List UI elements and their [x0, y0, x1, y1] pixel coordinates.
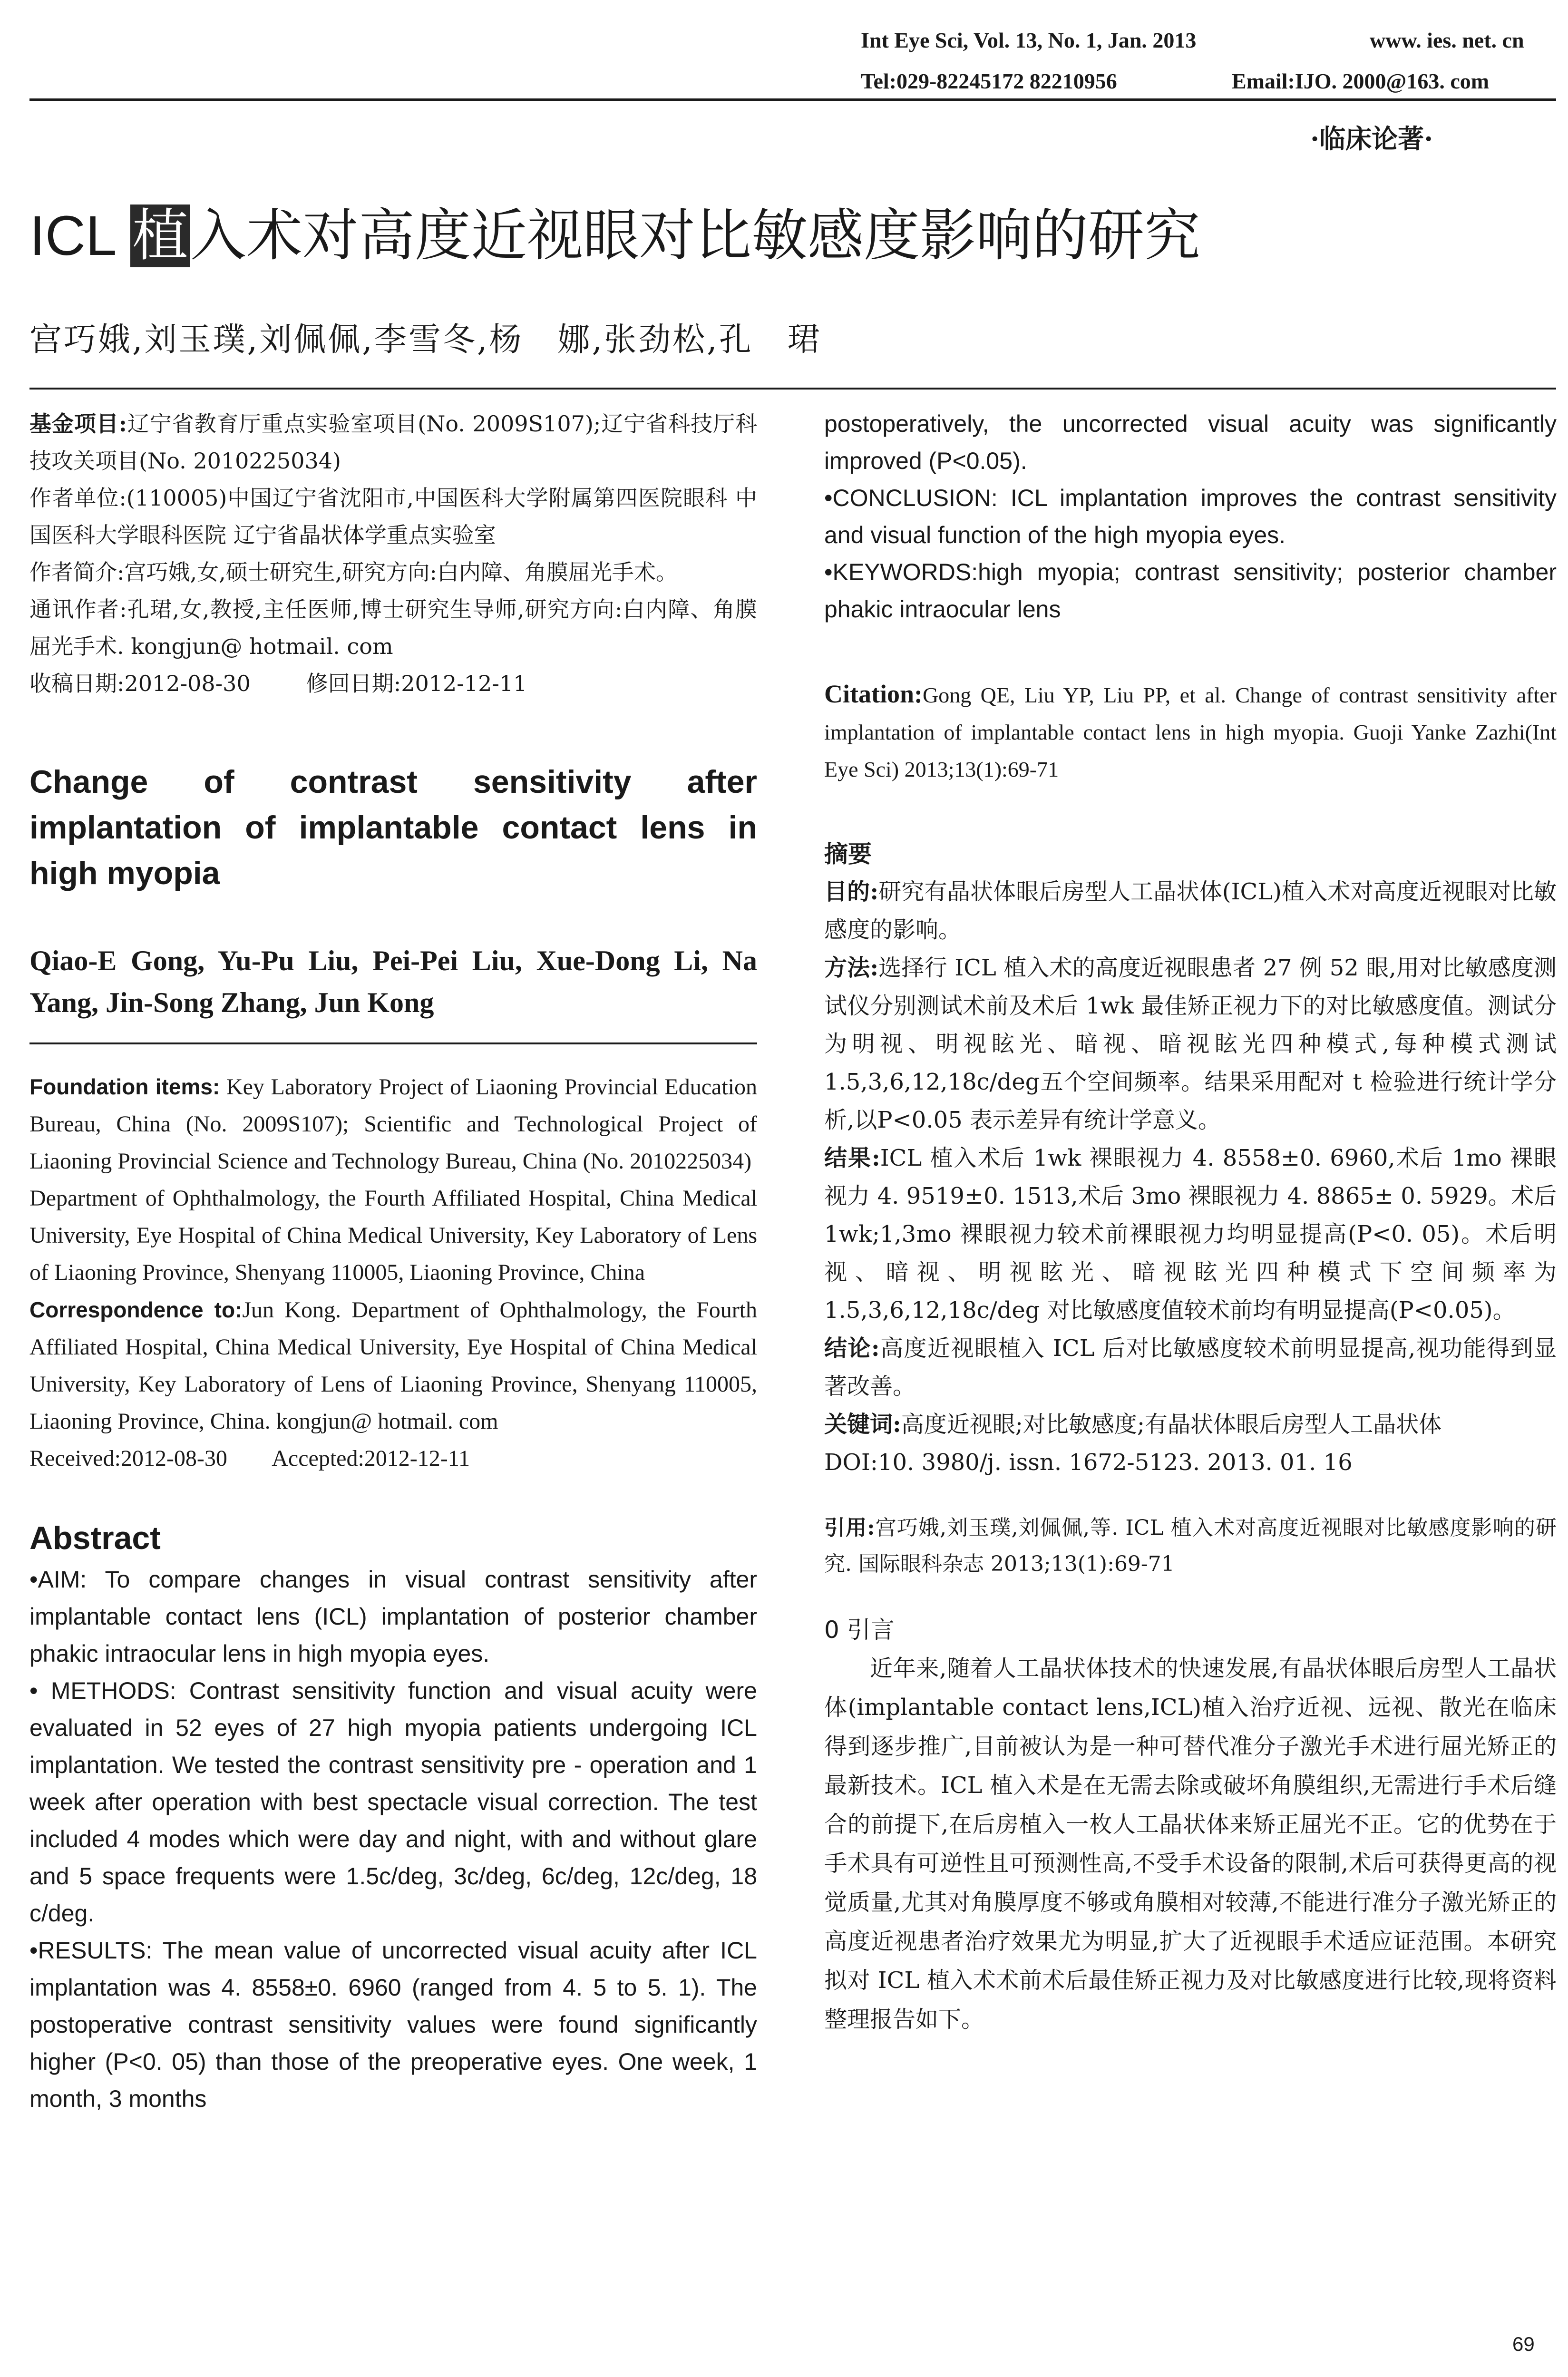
title-part-2: 入术对高度近视眼对比敏感度影响的研究	[190, 203, 1201, 268]
bio-label: 作者简介:	[29, 559, 125, 585]
title-highlight: 植	[130, 205, 190, 267]
bio-item	[29, 554, 757, 591]
cn-conclusion-text: 高度近视眼植入 ICL 后对比敏感度较术前明显提高,视功能得到显著改善。	[824, 1335, 1557, 1400]
corr-text: 孔珺,女,教授,主任医师,博士研究生导师,研究方向:白内障、角膜屈光手术. kongjun@ hotmail. com	[29, 596, 758, 659]
intro-heading: 0 引言	[824, 1616, 895, 1644]
department-item: Department of Ophthalmology, the Fourth Affiliated Hospital, China Medical University, Eye Hospital of China Medical University, Key Laboratory of Lens of Liaoning Province, Shenyang 110005, Liaoning Province, China	[29, 1186, 757, 1285]
page-number: 69	[1512, 2333, 1535, 2355]
cn-keywords-label: 关键词:	[824, 1411, 901, 1438]
cn-citation-block	[824, 1510, 1557, 1582]
fund-label: 基金项目:	[29, 411, 127, 437]
cn-doi[interactable]: DOI:10. 3980/j. issn. 1672-5123. 2013. 01. 16	[824, 1449, 1353, 1476]
foundation-label: Foundation items:	[29, 1074, 220, 1099]
accepted-en: Accepted:2012-12-11	[272, 1446, 470, 1471]
right-column	[824, 405, 1557, 2039]
unit-item	[29, 479, 757, 554]
results-text: The mean value of uncorrected visual acuity after ICL implantation was 4. 8558±0. 6960 (ranged from 4. 5 to 5. 1). The postoperative contrast sensitivity values were found significantly higher (P<0. 05) than those of the preoperative eyes. One week, 1 month, 3 months	[29, 1937, 757, 2112]
bio-text: 宫巧娥,女,硕士研究生,研究方向:白内障、角膜屈光手术。	[124, 559, 678, 585]
abstract-heading: Abstract	[29, 1520, 161, 1556]
cn-citation-text: 宫巧娥,刘玉璞,刘佩佩,等. ICL 植入术对高度近视眼对比敏感度影响的研究. 国际眼科杂志 2013;13(1):69-71	[824, 1516, 1557, 1576]
en-authors-rule	[29, 1042, 757, 1044]
cn-conclusion-label: 结论:	[824, 1335, 880, 1362]
corr-label: 通讯作者:	[29, 596, 127, 622]
section-label: ·临床论著·	[1310, 123, 1433, 154]
intro-text: 近年来,随着人工晶状体技术的快速发展,有晶状体眼后房型人工晶状体(implantable contact lens,ICL)植入治疗近视、远视、散光在临床得到逐步推广,目前被认为是一种可替代准分子激光手术进行屈光矫正的最新技术。ICL 植入术是在无需去除或破坏角膜组织,无需进行手术后缝合的前提下,在后房植入一枚人工晶状体来矫正屈光不正。它的优势在于手术具有可逆性且可预测性高,不受手术设备的限制,术后可获得更高的视觉质量,尤其对角膜厚度不够或角膜相对较薄,不能进行准分子激光矫正的高度近视患者治疗效果尤为明显,扩大了近视眼手术适应证范围。本研究拟对 ICL 植入术术前术后最佳矫正视力及对比敏感度进行比较,现将资料整理报告如下。	[824, 1655, 1557, 2033]
conclusion-label: •CONCLUSION:	[824, 485, 998, 511]
cn-citation-label: 引用:	[824, 1516, 875, 1540]
cn-aim	[824, 873, 1557, 949]
cn-methods	[824, 949, 1557, 1139]
abstract-right	[824, 405, 1557, 628]
keywords-label: •KEYWORDS:	[824, 559, 978, 585]
abstract-keywords	[824, 554, 1557, 628]
header-rule	[29, 98, 1556, 101]
cn-meta-block	[29, 405, 757, 702]
aim-label: •AIM:	[29, 1566, 87, 1593]
journal-website[interactable]: www. ies. net. cn	[1370, 28, 1524, 52]
authors-rule	[29, 388, 1556, 390]
keywords-text: high myopia; contrast sensitivity; posterior chamber phakic intraocular lens	[824, 559, 1557, 623]
methods-label: • METHODS:	[29, 1677, 176, 1704]
authors-cn: 宫巧娥,刘玉璞,刘佩佩,李雪冬,杨 娜,张劲松,孔 珺	[29, 321, 822, 359]
abstract-left	[29, 1561, 757, 2117]
correspondence-label: Correspondence to:	[29, 1297, 243, 1322]
cn-conclusion	[824, 1329, 1557, 1405]
conclusion-text: ICL implantation improves the contrast sensitivity and visual function of the high myopia eyes.	[824, 485, 1557, 548]
correspondence-text: Jun Kong. Department of Ophthalmology, the Fourth Affiliated Hospital, China Medical University, Eye Hospital of China Medical University, Key Laboratory of Lens of Liaoning Province, Shenyang 110005, Liaoning Province, China. kongjun@ hotmail. com	[29, 1297, 758, 1434]
en-title: Change of contrast sensitivity after implantation of implantable contact lens in high myopia	[29, 764, 757, 891]
cn-aim-text: 研究有晶状体眼后房型人工晶状体(ICL)植入术对高度近视眼对比敏感度的影响。	[824, 878, 1557, 943]
abstract-aim	[29, 1561, 757, 1672]
citation-label: Citation:	[824, 680, 923, 708]
cn-aim-label: 目的:	[824, 878, 879, 905]
title-part-1: ICL	[29, 205, 131, 267]
abstract-methods	[29, 1672, 757, 1932]
cn-results	[824, 1139, 1557, 1329]
foundation-text: Key Laboratory Project of Liaoning Provincial Education Bureau, China (No. 2009S107); Scientific and Technological Project of Liaoning Provincial Science and Technology Bureau, China (No. 2010225034)	[29, 1074, 758, 1174]
journal-email[interactable]: Email:IJO. 2000@163. com	[1232, 69, 1490, 93]
abstract-results	[29, 1932, 757, 2117]
corr-item	[29, 591, 757, 665]
fund-item	[29, 405, 757, 479]
unit-label: 作者单位:	[29, 485, 127, 511]
abstract-conclusion	[824, 479, 1557, 554]
cn-methods-text: 选择行 ICL 植入术的高度近视眼患者 27 例 52 眼,用对比敏感度测试仪分别测试术前及术后 1wk 最佳矫正视力下的对比敏感度值。测试分为明视、明视眩光、暗视、暗视眩光四种模式,每种模式测试 1.5,3,6,12,18c/deg五个空间频率。结果采用配对 t 检验进行统计学分析,以P<0.05 表示差异有统计学意义。	[824, 955, 1557, 1133]
cn-abstract-body	[824, 873, 1557, 1481]
fund-text: 辽宁省教育厅重点实验室项目(No. 2009S107);辽宁省科技厅科技攻关项目(No. 2010225034)	[29, 411, 757, 474]
page-title	[29, 200, 1200, 272]
citation-block	[824, 675, 1557, 788]
methods-text: Contrast sensitivity function and visual acuity were evaluated in 52 eyes of 27 high myopia patients undergoing ICL implantation. We tested the contrast sensitivity pre - operation and 1 week after operation with best spectacle visual correction. The test included 4 modes which were day and night, with and without glare and 5 space frequents were 1.5c/deg, 3c/deg, 6c/deg, 12c/deg, 18 c/deg.	[29, 1677, 757, 1927]
en-authors: Qiao-E Gong, Yu-Pu Liu, Pei-Pei Liu, Xue-Dong Li, Na Yang, Jin-Song Zhang, Jun Kong	[29, 945, 757, 1018]
correspondence-item	[29, 1291, 757, 1440]
cn-keywords-text: 高度近视眼;对比敏感度;有晶状体眼后房型人工晶状体	[901, 1411, 1442, 1438]
unit-text: (110005)中国辽宁省沈阳市,中国医科大学附属第四医院眼科 中国医科大学眼科医院 辽宁省晶状体学重点实验室	[29, 485, 757, 548]
left-column	[29, 405, 757, 2117]
dates-cn	[29, 665, 757, 702]
cn-results-label: 结果:	[824, 1145, 880, 1171]
aim-text: To compare changes in visual contrast sensitivity after implantable contact lens (ICL) implantation of posterior chamber phakic intraocular lens in high myopia eyes.	[29, 1566, 757, 1667]
dates-en	[29, 1440, 757, 1477]
en-meta-block	[29, 1068, 757, 1477]
journal-tel: Tel:029-82245172 82210956	[861, 69, 1117, 93]
cn-abstract-heading: 摘要	[824, 840, 872, 868]
journal-line: Int Eye Sci, Vol. 13, No. 1, Jan. 2013	[861, 28, 1197, 52]
revised-cn: 修回日期:2012-12-11	[306, 671, 527, 696]
cn-keywords	[824, 1405, 1557, 1443]
results-label: •RESULTS:	[29, 1937, 153, 1964]
abstract-results-cont: postoperatively, the uncorrected visual acuity was significantly improved (P<0.05).	[824, 410, 1557, 474]
citation-text: Gong QE, Liu YP, Liu PP, et al. Change of contrast sensitivity after implantation of implantable contact lens in high myopia. Guoji Yanke Zazhi(Int Eye Sci) 2013;13(1):69-71	[824, 683, 1557, 781]
received-en: Received:2012-08-30	[29, 1446, 227, 1471]
cn-methods-label: 方法:	[824, 955, 879, 981]
foundation-item	[29, 1068, 757, 1180]
received-cn: 收稿日期:2012-08-30	[29, 671, 251, 696]
cn-results-text: ICL 植入术后 1wk 裸眼视力 4. 8558±0. 6960,术后 1mo 裸眼视力 4. 9519±0. 1513,术后 3mo 裸眼视力 4. 8865± 0. 5929。术后 1wk;1,3mo 裸眼视力较术前裸眼视力均明显提高(P<0. 05)。术后明视、暗视、明视眩光、暗视眩光四种模式下空间频率为 1.5,3,6,12,18c/deg 对比敏感度值较术前均有明显提高(P<0.05)。	[824, 1145, 1557, 1324]
